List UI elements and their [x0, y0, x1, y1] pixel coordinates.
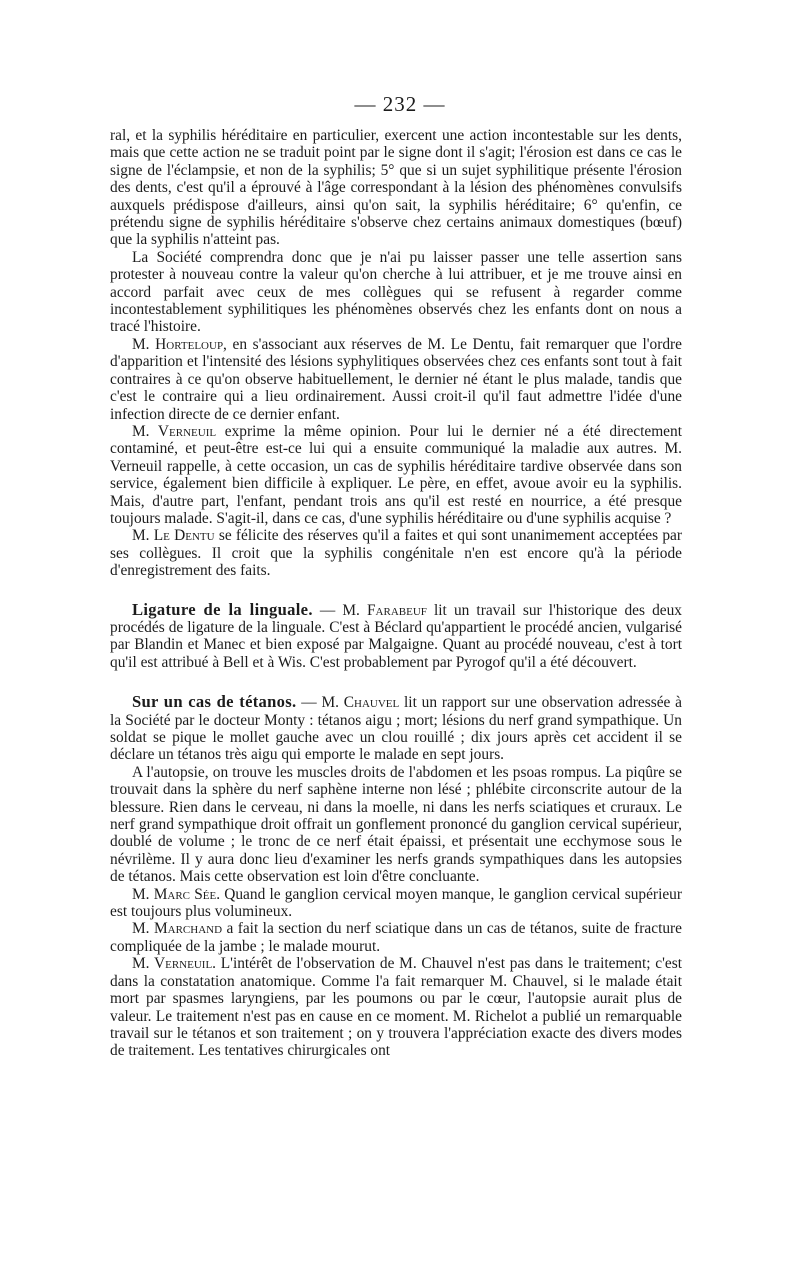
paragraph-text: se félicite des réserves qu'il a faites et qui sont unanimement acceptées par ses collègues. Il croit que la syphilis congénitale n'en est encore qu'à la période d'enregistrement des faits.: [110, 527, 682, 580]
paragraph-text: A l'autopsie, on trouve les muscles droits de l'abdomen et les psoas rompus. La piqûre se trouvait dans la sphère du nerf saphène interne non lésé ; phlébite circonscrite autour de la blessure. Rien dans le cerveau, ni dans la moelle, ni dans les nerfs sciatiques et cruraux. Le nerf grand sympathique droit offrait un gonflement prononcé du ganglion cervical supérieur, doublé de volume ; le tronc de ce nerf était épaissi, et présentait une ecchymose sous le névrilème. Il y aura donc lieu d'examiner les nerfs grands sympathiques dans les autopsies de tétanos. Mais cette observation est loin d'être concluante.: [110, 763, 682, 886]
speaker-name: Chauvel: [343, 694, 400, 712]
section-tetanos: [110, 693, 682, 764]
speaker-name: M. Marchand: [132, 920, 223, 938]
section-heading: Ligature de la linguale.: [132, 599, 313, 619]
paragraph-verneuil-final: [110, 955, 682, 1059]
section-gap: [110, 580, 682, 601]
paragraph-text: Quand le ganglion cervical moyen manque, le ganglion cervical supérieur est toujours plus volumineux.: [110, 885, 682, 921]
speaker-name: M. Le Dentu: [132, 527, 215, 545]
paragraph-continuation: [110, 127, 682, 249]
paragraph-autopsie: [110, 764, 682, 886]
section-ligature: [110, 601, 682, 672]
paragraph-text: La Société comprendra donc que je n'ai pu laisser passer une telle assertion sans protester à nouveau contre la valeur qu'on cherche à lui attribuer, et je me trouve ainsi en accord parfait avec ceux de mes collègues qui se refusent à regarder comme incontestablement syphilitiques les phénomènes observés chez les enfants dont on nous a tracé l'histoire.: [110, 248, 682, 336]
paragraph-text: lit un travail sur l'historique des deux procédés de ligature de la linguale. C'est à Béclard qu'appartient le procédé ancien, vulgarisé par Blandin et Manec et bien exposé par Malgaigne. Quant au procédé nouveau, c'est à tort qu'il est attribué à Bell et à Wis. C'est probablement par Pyrogof qu'il a été découvert.: [110, 601, 682, 671]
paragraph-societe: [110, 249, 682, 336]
speaker-name: M. Marc Sée.: [132, 885, 221, 903]
paragraph-verneuil: [110, 423, 682, 527]
body-text: [110, 127, 682, 1060]
speaker-name: M. Horteloup,: [132, 335, 227, 353]
paragraph-horteloup: [110, 336, 682, 423]
page-number: — 232 —: [354, 92, 446, 116]
speaker-name: Farabeuf: [367, 601, 427, 619]
paragraph-text: L'intérêt de l'observation de M. Chauvel n'est pas dans le traitement; c'est dans la constatation anatomique. Comme l'a fait remarquer M. Chauvel, si le malade était mort par spasmes laryngiens, par les poumons ou par le cœur, l'autopsie aurait plus de valeur. Le traitement n'est pas en cause en ce moment. M. Richelot a publié un remarquable travail sur le tétanos et son traitement ; on y trouvera l'appréciation exacte des divers modes de traitement. Les tentatives chirurgicales ont: [110, 955, 682, 1060]
speaker-name: M. Verneuil: [132, 422, 217, 440]
paragraph-marchand: [110, 920, 682, 955]
speaker-name: M. Verneuil.: [132, 955, 217, 973]
paragraph-text: lit un rapport sur une observation adressée à la Société par le docteur Monty : tétanos aigu ; mort; lésions du nerf grand sympathique. Un soldat se pique le mollet gauche avec un clou rouillé ; dix jours après cet accident il se déclare un tétanos très aigu qui emporte le malade en sept jours.: [110, 694, 682, 764]
paragraph-text: en s'associant aux réserves de M. Le Dentu, fait remarquer que l'ordre d'apparition et l'intensité des lésions syphylitiques observées chez ces enfants sont tout à fait contraires à ce qu'on observe habituellement, le dernier né étant le plus malade, tandis que c'est le contraire qui a lieu ordinairement. Aussi croit-il qu'il faut admettre l'idée d'une infection directe de ce dernier enfant.: [110, 335, 682, 423]
paragraph-text: exprime la même opinion. Pour lui le dernier né a été directement contaminé, et peut-être est-ce lui qui a ensuite communiqué la maladie aux autres. M. Verneuil rappelle, à cette occasion, un cas de syphilis héréditaire tardive observée dans son service, également bien difficile à expliquer. Le père, en effet, avoue avoir eu la syphilis. Mais, d'autre part, l'enfant, pendant trois ans qu'il est resté en nourrice, a été presque toujours malade. S'agit-il, dans ce cas, d'une syphilis héréditaire ou d'une syphilis acquise ?: [110, 422, 682, 527]
section-dash: — M.: [312, 601, 367, 619]
paragraph-text: a fait la section du nerf sciatique dans un cas de tétanos, suite de fracture compliquée de la jambe ; le malade mourut.: [110, 920, 682, 955]
paragraph-le-dentu: [110, 527, 682, 579]
section-heading: Sur un cas de tétanos.: [132, 692, 297, 712]
paragraph-marc-see: [110, 886, 682, 921]
paragraph-text: ral, et la syphilis héréditaire en particulier, exercent une action incontestable sur les dents, mais que cette action ne se traduit point par le signe dont il s'agit; l'érosion est dans ce cas le signe de l'éclampsie, et non de la syphilis; 5° que si un sujet syphilitique présente l'érosion des dents, c'est qu'il a éprouvé à l'âge correspondant à la lésion des phénomènes convulsifs auxquels prédispose d'ailleurs, ainsi qu'on sait, la syphilis héréditaire; 6° qu'enfin, ce prétendu signe de syphilis héréditaire s'observe chez certains animaux domestiques (bœuf) que la syphilis n'atteint pas.: [110, 127, 682, 249]
section-gap: [110, 671, 682, 693]
section-dash: — M.: [296, 694, 344, 712]
